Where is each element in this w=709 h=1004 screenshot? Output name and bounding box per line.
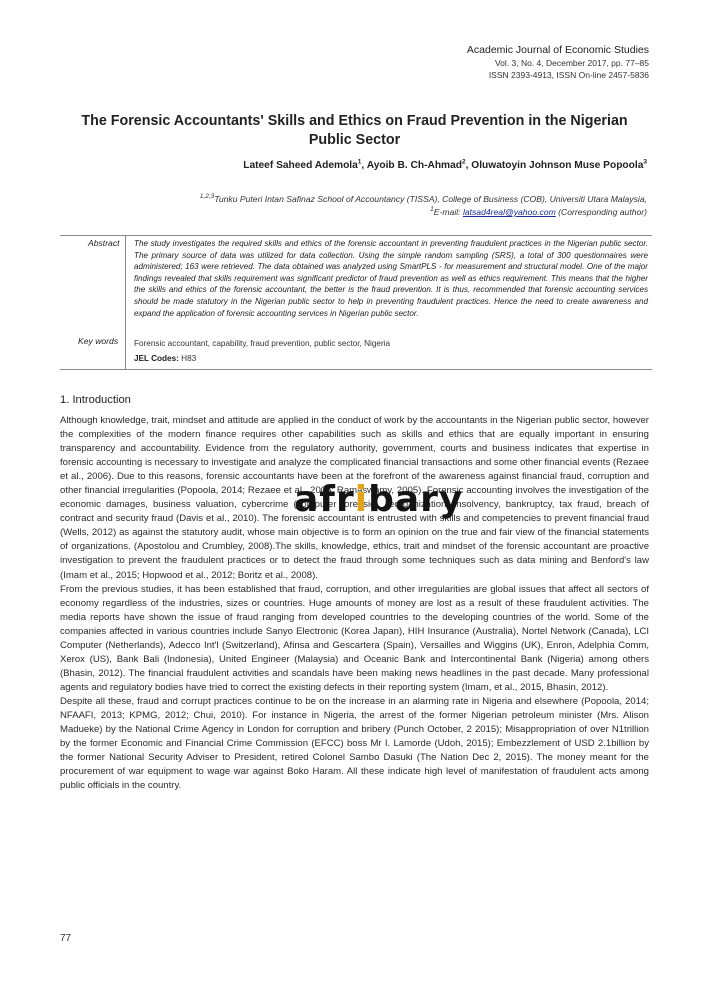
jel-value: H83 <box>178 354 197 363</box>
afribary-watermark-logo <box>294 480 463 520</box>
author-name: Oluwatoyin Johnson Muse Popoola <box>471 160 644 171</box>
watermark-accent: i <box>354 479 369 520</box>
keywords-text: Forensic accountant, capability, fraud prevention, public sector, Nigeria <box>134 339 391 348</box>
email-superscript: 1 <box>430 206 434 214</box>
abstract-top-rule <box>60 235 652 236</box>
email-prefix: E-mail: <box>433 207 463 217</box>
email-line <box>200 206 647 219</box>
journal-volume: Vol. 3, No. 4, December 2017, pp. 77–85 <box>494 58 649 68</box>
author-superscript: 2 <box>462 158 466 166</box>
author-name: Ayoib B. Ch-Ahmad <box>366 160 462 171</box>
body-paragraph: From the previous studies, it has been established that fraud, corruption, and other irregularities are global issues that affect all sectors of economy regardless of the industries, sizes or countries. Huge amounts of money are lost as a result of these fraudulent activities. The media reports have shown the issue of fraud ranging from developed countries to the developing countries of the world. Some of the companies affected in various countries include Sanyo Electronic (Korea Japan), HIH Insurance (Australia), Nortel Network (Canada), LCI Computer (Netherlands), Adecco Int'l (Switzerland), Afinsa and Gescartera (Spain), Versailles and Wiggins (UK), Enron, Adelphia Comm, Xerox (US), Bank Bali (Indonesia), United Engineer (Malaysia) and Oceanic Bank and Intercontinental Bank (Nigeria) among others (Bhasin, 2012). The financial fraudulent activities and scandals have been making news headlines in the past decade. Many professional agents and regulatory bodies have tried to correct the existing defects in their reporting system (Imam, et al., 2015, Bhasin, 2012). <box>60 583 649 693</box>
author-superscript: 3 <box>643 158 647 166</box>
email-suffix: (Corresponding author) <box>555 207 647 217</box>
affiliation-block <box>200 193 647 219</box>
affiliation-superscript: 1,2,3 <box>199 193 215 201</box>
email-link[interactable]: latsad4real@yahoo.com <box>462 207 556 217</box>
watermark-part: bary <box>368 479 464 520</box>
jel-label: JEL Codes: <box>134 354 179 363</box>
abstract-bottom-rule <box>60 369 652 370</box>
body-paragraph: Despite all these, fraud and corrupt practices continue to be on the increase in an alarming rate in Nigeria and elsewhere (Popoola, 2014; NFAAFI, 2013; KPMG, 2012; Chui, 2010). For instance in Nigeria, the arrest of the former Nigerian petroleum minister (Mrs. Alison Madueke) by the National Crime Agency in London for corruption and bribery (Punch October, 2 2015); Misappropriation of over N1trillion by the former Economic and Financial Crime Commission (EFCC) boss Mr I. Lamorde (Udoh, 2015); Embezzlement of USD 2.1billion by the former National Security Adviser to President, retired Colonel Sambo Dasuki (The Nation Dec 2, 2015). The money meant for the procurement of war equipment to wage war against Boko Haram. All these indicate high level of manifestation of fraudulent acts among public officials in the country. <box>60 695 649 792</box>
abstract-label: Abstract <box>88 238 120 248</box>
author-list: Lateef Saheed Ademola$^1$, Ayoib B. Ch-Ahmad$^2$, Oluwatoyin Johnson Muse Popoola$^3$ <box>243 158 647 171</box>
abstract-vertical-rule <box>125 235 126 370</box>
watermark-part: afr <box>294 479 355 520</box>
journal-title: Academic Journal of Economic Studies <box>466 44 649 56</box>
page-number: 77 <box>60 933 72 944</box>
abstract-text: The study investigates the required skills and ethics of the forensic accountant in preventing fraudulent practices in the Nigerian public sector. The primary source of data was utilized for data collection. Using the simple random sampling (SRS), a total of 300 questionnaires were administered; 163 were retrieved. The data obtained was analyzed using SmartPLS - for measurement and structural model. One of the major findings revealed that skills requirement was significant predictor of fraud prevention as well as ethics requirement. This means that the higher the skills and ethics of the forensic accountant, the better is the fraud prevention. It is thus, recommended that forensic accounting services should be made statutory in the Nigerian public sector to help in preventing fraudulent practices. Hence the need to create awareness and expand the application of forensic accounting services in Nigerian public sector. <box>134 239 648 318</box>
paper-title: The Forensic Accountants' Skills and Ethics on Fraud Prevention in the Nigerian Public Sector <box>81 113 628 148</box>
journal-header <box>467 44 649 81</box>
keywords-label: Key words <box>78 336 119 346</box>
affiliation-text: Tunku Puteri Intan Safinaz School of Accountancy (TISSA), College of Business (COB), Universiti Utara Malaysia, <box>214 194 647 204</box>
affiliation-line <box>200 193 647 206</box>
journal-issn: ISSN 2393-4913, ISSN On-line 2457-5836 <box>488 70 649 80</box>
section-heading: 1. Introduction <box>60 394 131 406</box>
body-text <box>60 414 649 793</box>
jel-codes <box>134 354 196 363</box>
author-superscript: 1 <box>357 158 362 166</box>
body-paragraph: Although knowledge, trait, mindset and attitude are applied in the conduct of work by the accountants in the Nigerian public sector, however the complexities of the modern finance requires other capabilities such as skills and ethics that are equally important in ensuring transparency and accountability. Evidence from the regulatory authority, government, courts and business indicates that expertise in forensic accounting is necessary to investigate and analyze the complicated financial transactions and some other financial events (Rezaee et al., 2006). Due to this reasons, forensic accountants have been at the forefront of the awareness against financial fraud, corruption and other financial irregularities (Popoola, 2014; Rezaee et al., 2006; Ramaswamy, 2005). Forensic accounting involves the investigation of the economic damages, business valuation, cybercrime (computer forensic), reorganization, insolvency, bankruptcy, tax fraud, breach of contract and security fraud (Davis et al., 2010). The forensic accountant is entrusted with skills and competencies to prevent financial fraud (Wells, 2012) as against the statutory audit, whose main objective is to form an opinion on the true and fair view of the financial statements of organizations. (Apostolou and Crumbley, 2008).The skills, knowledge, ethics, trait and mindset of the forensic accountant are proactive investigation to prevent the fraudulent practices or to detect the fraud through some techniques such as data mining and Benford's law (Imam et al., 2015; Hopwood et al., 2012; Boritz et al., 2008). <box>60 415 649 581</box>
author-name: Lateef Saheed Ademola <box>243 160 358 171</box>
